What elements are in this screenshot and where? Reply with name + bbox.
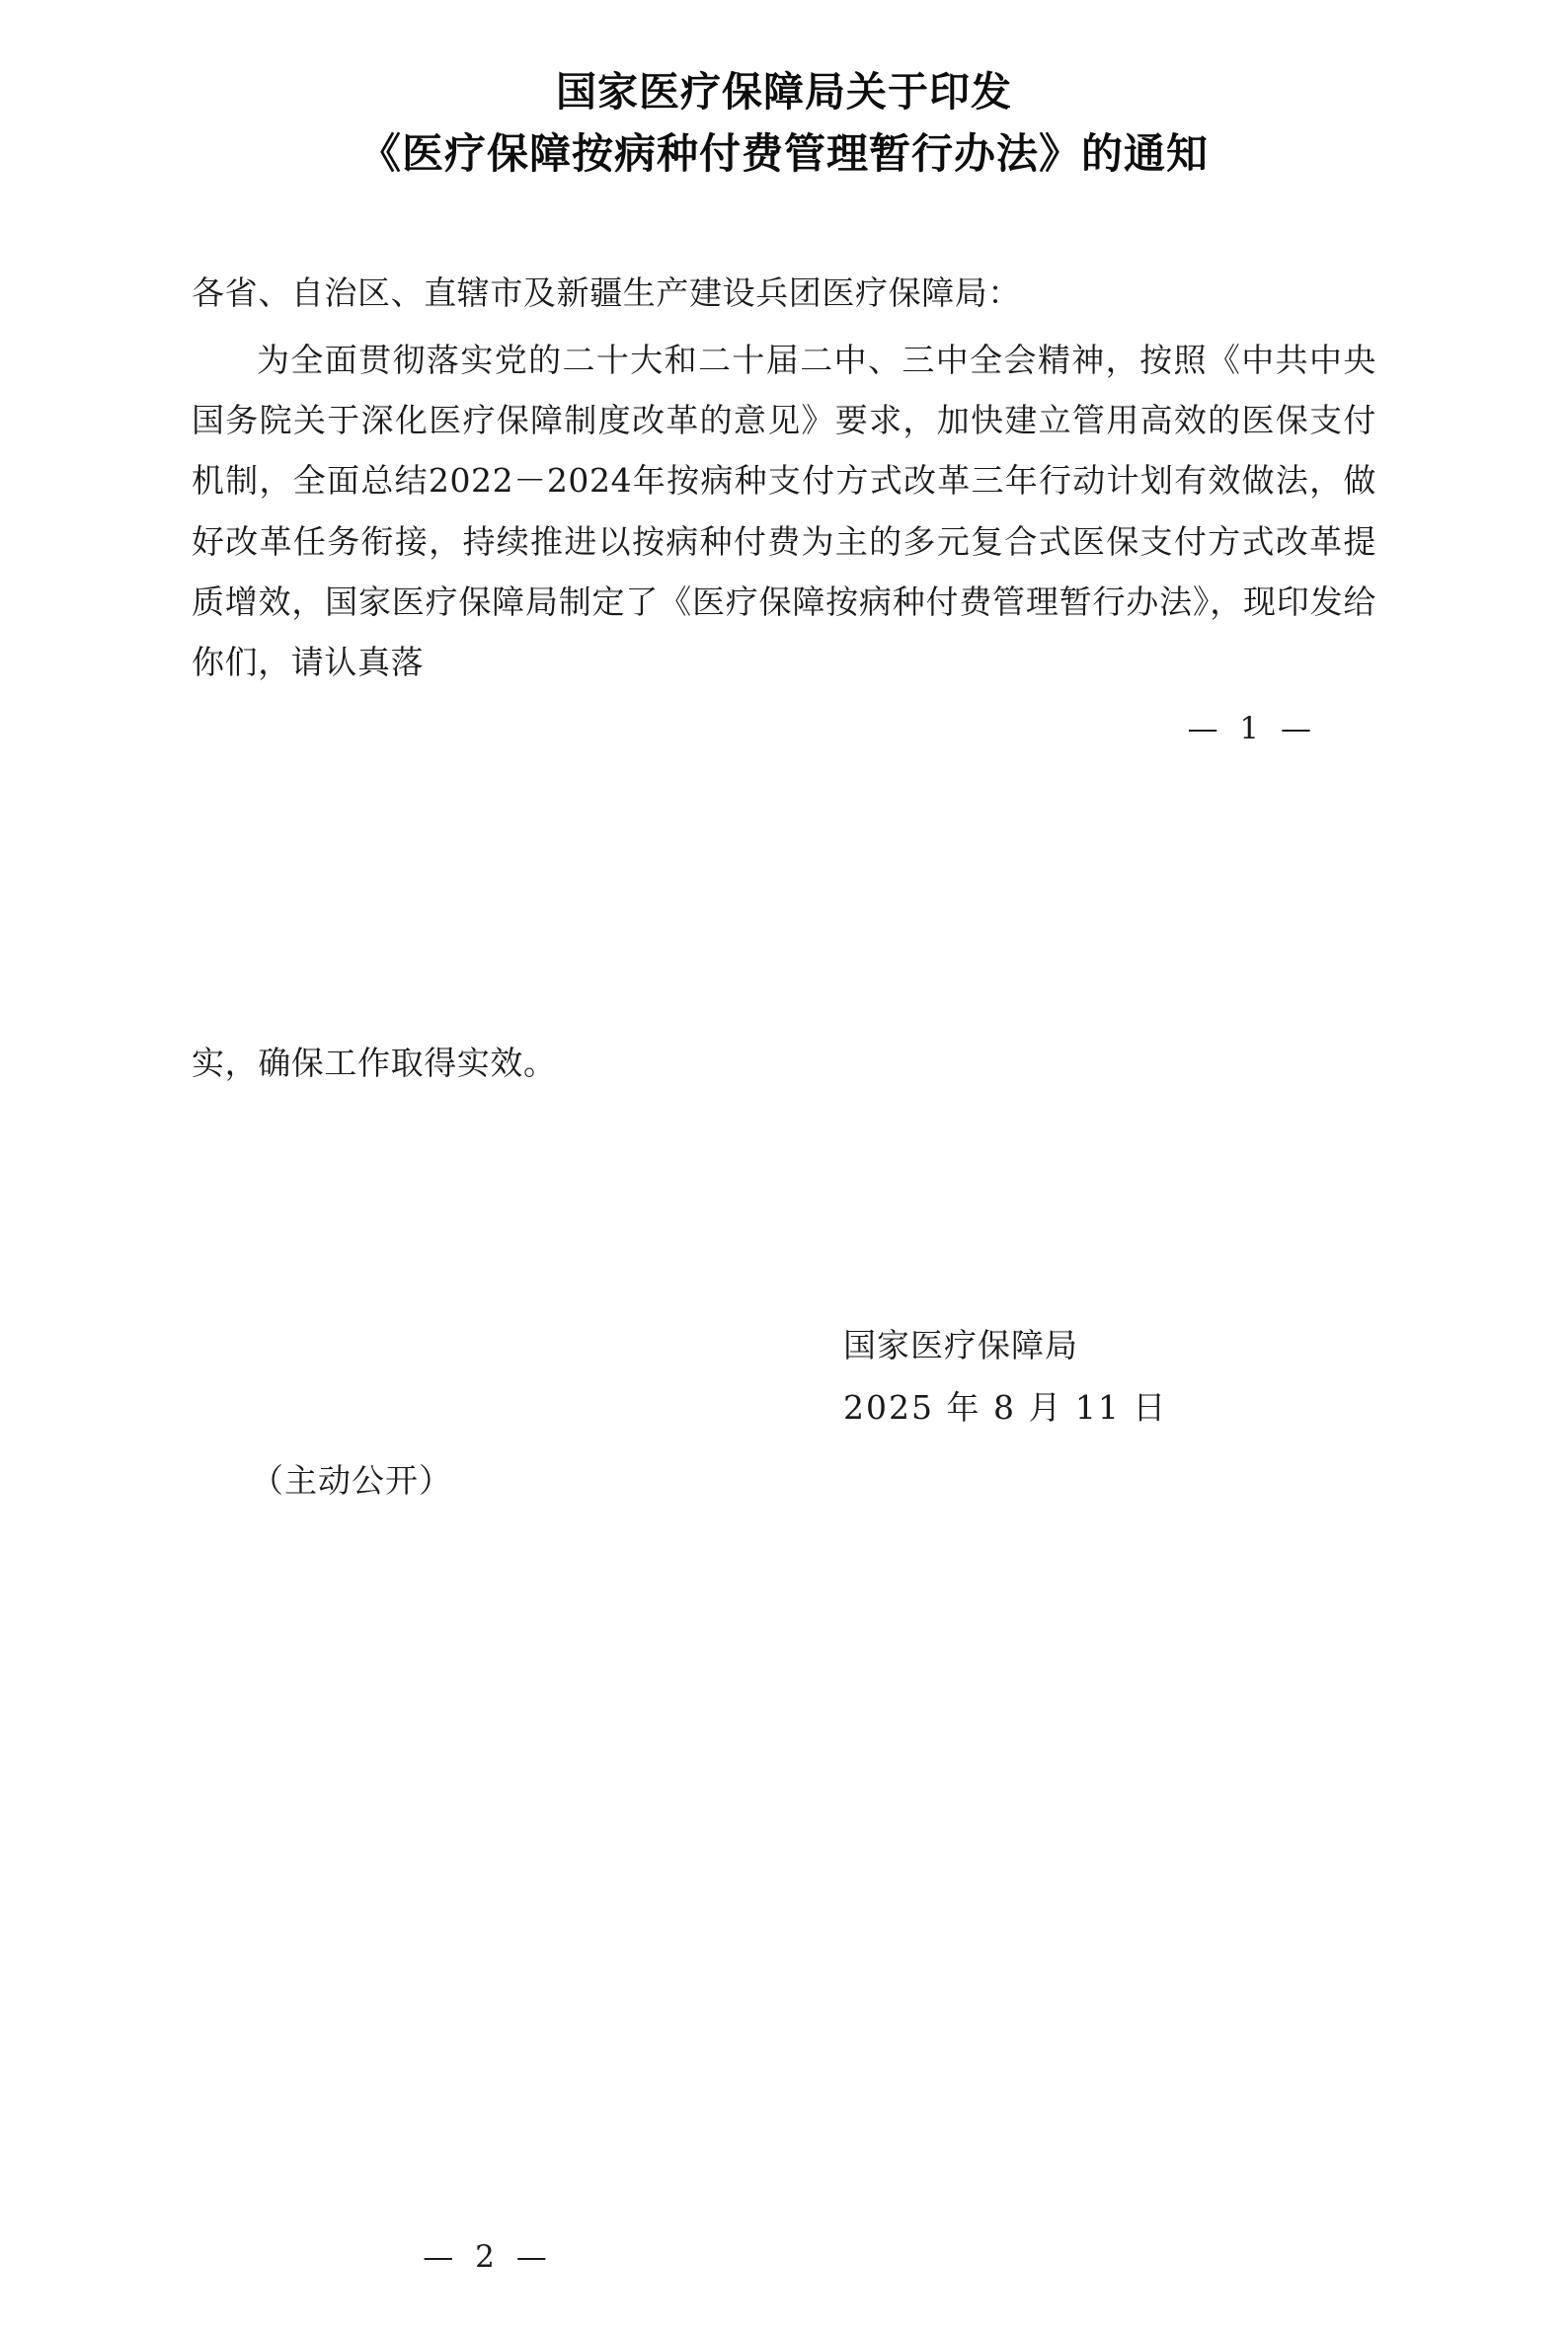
page-number-top: — 1 — xyxy=(1187,710,1317,746)
paragraph-1-continued: 实，确保工作取得实效。 xyxy=(192,1043,557,1082)
paragraph-1: 为全面贯彻落实党的二十大和二十届二中、三中全会精神，按照《中共中央 国务院关于深化医疗保障制度改革的意见》要求，加快建立管用高效的医保支付机制，全面总结2022－2024年按病种支付方式改革三年行动计划有效做法，做好改革任务衔接，持续推进以按病种付费为主的多元复合式医保支付方式改革提质增效，国家医疗保障局制定了《医疗保障按病种付费管理暂行办法》，现印发给你们，请认真落 xyxy=(192,340,1376,682)
paragraph-continuation-wrap xyxy=(192,746,1376,1093)
disclosure-note: （主动公开） xyxy=(251,1460,452,1500)
page-number-bottom: — 2 — xyxy=(423,2239,553,2275)
title-line-2: 《医疗保障按病种付费管理暂行办法》的通知 xyxy=(358,129,1209,179)
document-body xyxy=(192,186,1376,693)
title-line-1: 国家医疗保障局关于印发 xyxy=(556,68,1012,116)
signature-organization: 国家医疗保障局 xyxy=(843,1326,1078,1365)
signature-date: 2025 年 8 月 11 日 xyxy=(843,1387,1168,1427)
signature-block xyxy=(192,1093,1376,1501)
salutation: 各省、自治区、直辖市及新疆生产建设兵团医疗保障局： xyxy=(192,273,1021,313)
document-title xyxy=(162,0,1406,186)
